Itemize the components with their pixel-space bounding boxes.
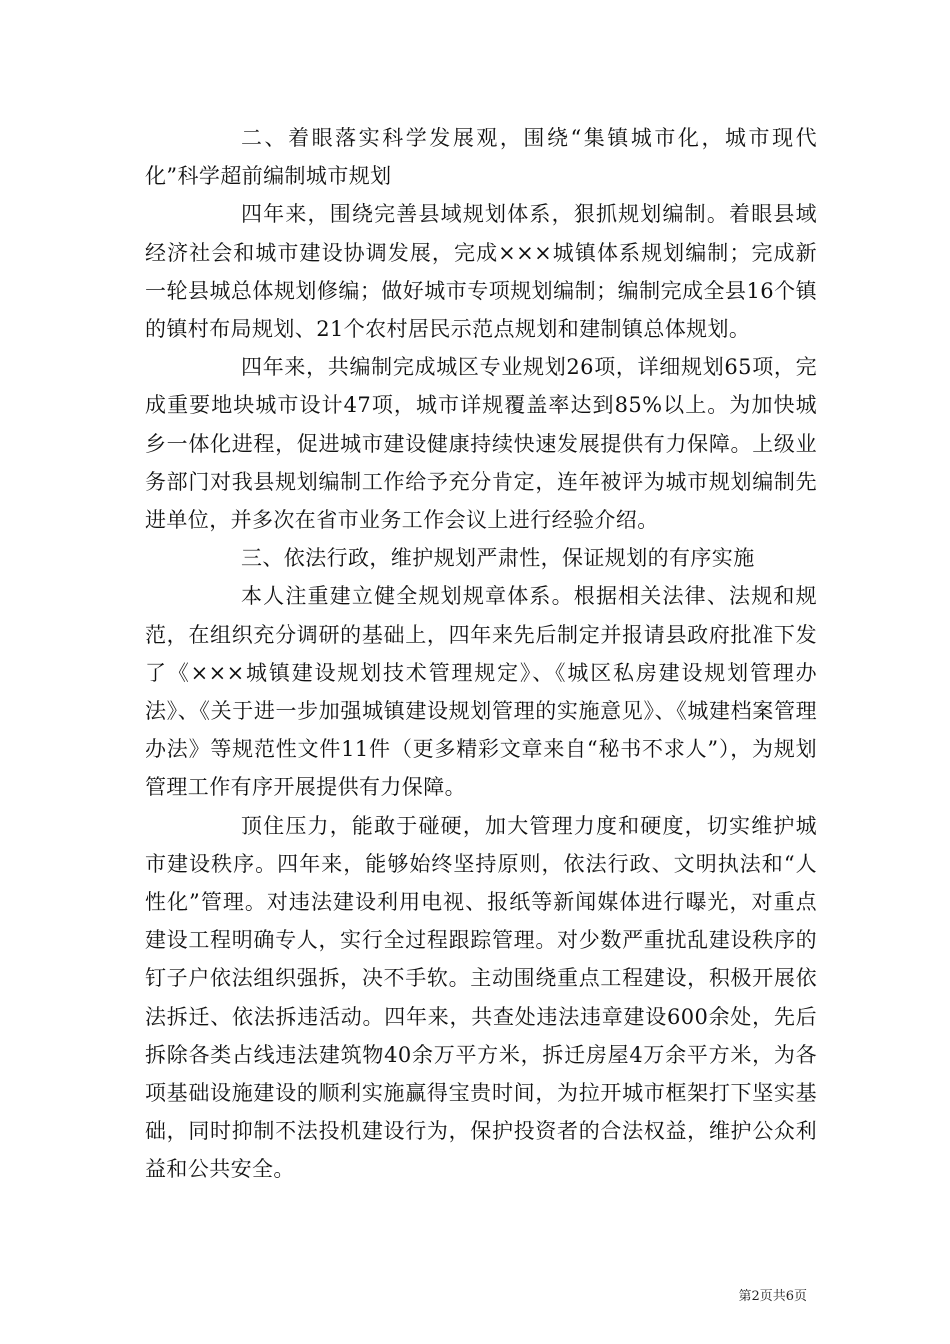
section-heading-2: 二、着眼落实科学发展观，围绕“集镇城市化，城市现代化”科学超前编制城市规划 [145, 126, 817, 189]
body-paragraph: 顶住压力，能敢于碰硬，加大管理力度和硬度，切实维护城市建设秩序。四年来，能够始终坚持原则，依法行政、文明执法和“人性化”管理。对违法建设利用电视、报纸等新闻媒体进行曝光，对重点建设工程明确专人，实行全过程跟踪管理。对少数严重扰乱建设秩序的钉子户依法组织强拆，决不手软。主动围绕重点工程建设，积极开展依法拆迁、依法拆违活动。四年来，共查处违法违章建设600余处，先后拆除各类占线违法建筑物40余万平方米，拆迁房屋4万余平方米，为各项基础设施建设的顺利实施赢得宝贵时间，为拉开城市框架打下坚实基础，同时抑制不法投机建设行为，保护投资者的合法权益，维护公众利益和公共安全。 [145, 813, 817, 1182]
section-heading-3: 三、依法行政，维护规划严肃性，保证规划的有序实施 [241, 546, 755, 571]
body-paragraph: 本人注重建立健全规划规章体系。根据相关法律、法规和规范，在组织充分调研的基础上，四年来先后制定并报请县政府批准下发了《×××城镇建设规划技术管理规定》、《城区私房建设规划管理办法》、《关于进一步加强城镇建设规划管理的实施意见》、《城建档案管理办法》等规范性文件11件（更多精彩文章来自“秘书不求人”），为规划管理工作有序开展提供有力保障。 [145, 584, 817, 800]
page-number-footer: 第2页共6页 [738, 1289, 807, 1304]
body-paragraph: 四年来，围绕完善县域规划体系，狠抓规划编制。着眼县域经济社会和城市建设协调发展，完成×××城镇体系规划编制；完成新一轮县城总体规划修编；做好城市专项规划编制；编制完成全县16个镇的镇村布局规划、21个农村居民示范点规划和建制镇总体规划。 [145, 202, 817, 342]
body-paragraph: 四年来，共编制完成城区专业规划26项，详细规划65项，完成重要地块城市设计47项，城市详规覆盖率达到85%以上。为加快城乡一体化进程，促进城市建设健康持续快速发展提供有力保障。上级业务部门对我县规划编制工作给予充分肯定，连年被评为城市规划编制先进单位，并多次在省市业务工作会议上进行经验介绍。 [145, 355, 817, 533]
document-body [145, 119, 817, 1189]
